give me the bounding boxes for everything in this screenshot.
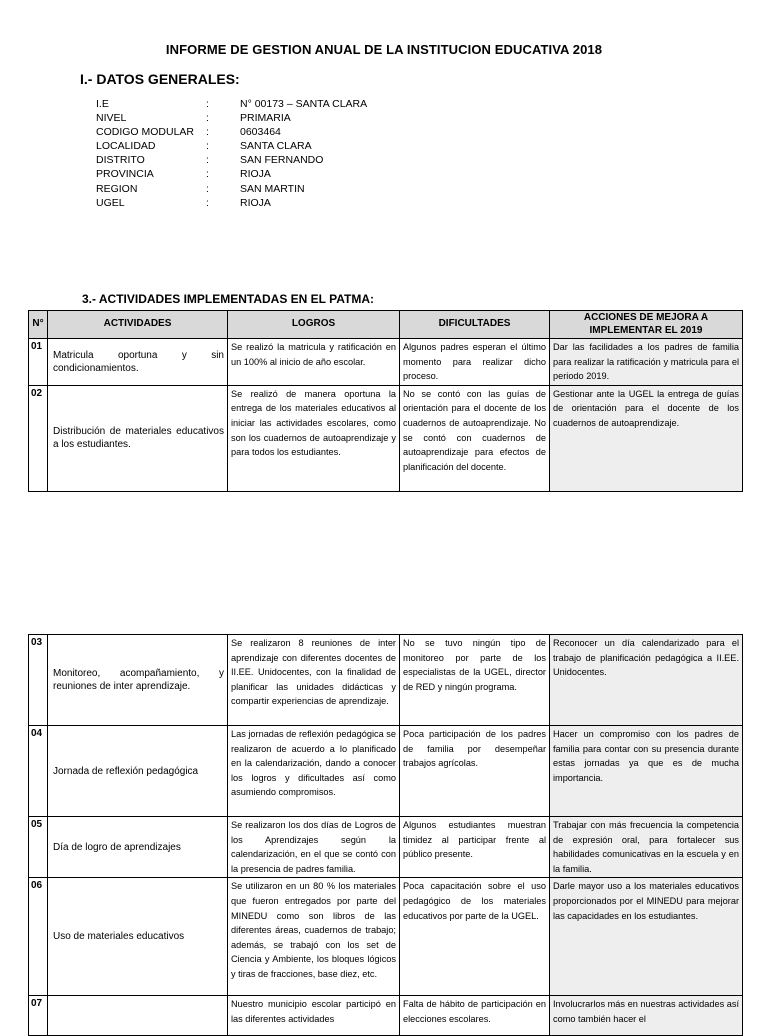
header-activities: ACTIVIDADES xyxy=(48,311,228,339)
table-row xyxy=(29,878,743,996)
general-label: DISTRITO xyxy=(96,154,145,167)
row-achievements: Las jornadas de reflexión pedagógica se realizaron de acuerdo a lo planificado en la calendarización, dando a conocer los logros y dificultades así como asumiendo compromisos. xyxy=(228,726,400,817)
general-separator: : xyxy=(206,98,209,110)
section-activities-heading: 3.- ACTIVIDADES IMPLEMENTADAS EN EL PATMA: xyxy=(82,292,375,306)
general-value: RIOJA xyxy=(240,168,271,181)
row-improvement-actions: Reconocer un día calendarizado para el trabajo de planificación pedagógica a II.EE. Unidocentes. xyxy=(550,635,743,726)
general-separator: : xyxy=(206,140,209,153)
row-activity: Jornada de reflexión pedagógica xyxy=(48,726,228,817)
table-row xyxy=(29,817,743,878)
row-activity xyxy=(48,996,228,1036)
row-achievements: Nuestro municipio escolar participó en las diferentes actividades xyxy=(228,996,400,1036)
general-value: PRIMARIA xyxy=(240,112,291,125)
row-number: 04 xyxy=(29,726,48,817)
general-label: REGION xyxy=(96,182,138,195)
section-general-heading: I.- DATOS GENERALES: xyxy=(80,71,240,87)
row-difficulties: Poca participación de los padres de familia por desempeñar trabajos agrícolas. xyxy=(400,726,550,817)
general-label: I.E xyxy=(96,98,109,110)
row-improvement-actions: Gestionar ante la UGEL la entrega de guías de orientación para el docente de los cuadernos de autoaprendizaje. xyxy=(550,385,743,491)
general-separator: : xyxy=(206,112,209,125)
row-achievements: Se realizó la matricula y ratificación en un 100% al inicio de año escolar. xyxy=(228,339,400,386)
row-improvement-actions: Dar las facilidades a los padres de familia para realizar la ratificación y matricula para el periodo 2019. xyxy=(550,339,743,386)
row-difficulties: Falta de hábito de participación en elecciones escolares. xyxy=(400,996,550,1036)
general-value: SAN MARTIN xyxy=(240,182,305,195)
row-number: 07 xyxy=(29,996,48,1036)
row-activity: Monitoreo, acompañamiento, y reuniones de inter aprendizaje. xyxy=(48,635,228,726)
row-number: 06 xyxy=(29,878,48,996)
row-improvement-actions: Involucrarlos más en nuestras actividades así como también hacer el xyxy=(550,996,743,1036)
header-number: N° xyxy=(29,311,48,339)
row-achievements: Se realizaron los dos días de Logros de los Aprendizajes según la calendarización, en el que se contó con la presencia de padres familia. xyxy=(228,817,400,878)
general-separator: : xyxy=(206,126,209,139)
row-difficulties: Algunos padres esperan el último momento para realizar dicho proceso. xyxy=(400,339,550,386)
table-row xyxy=(29,726,743,817)
general-value: SAN FERNANDO xyxy=(240,154,324,167)
table-row xyxy=(29,996,743,1036)
general-label: UGEL xyxy=(96,196,125,209)
row-number: 03 xyxy=(29,635,48,726)
row-difficulties: Algunos estudiantes muestran timidez al participar frente al público presente. xyxy=(400,817,550,878)
general-value: 0603464 xyxy=(240,126,281,139)
document-title: INFORME DE GESTION ANUAL DE LA INSTITUCION EDUCATIVA 2018 xyxy=(165,42,603,57)
general-separator: : xyxy=(206,168,209,181)
row-number: 05 xyxy=(29,817,48,878)
row-improvement-actions: Darle mayor uso a los materiales educativos proporcionados por el MINEDU para mejorar las capacidades en los estudiantes. xyxy=(550,878,743,996)
general-label: PROVINCIA xyxy=(96,168,154,181)
general-label: NIVEL xyxy=(96,112,127,125)
general-separator: : xyxy=(206,182,209,195)
table-header-row xyxy=(29,311,743,339)
table-row xyxy=(29,385,743,491)
header-difficulties: DIFICULTADES xyxy=(400,311,550,339)
row-activity: Día de logro de aprendizajes xyxy=(48,817,228,878)
general-value: N° 00173 – SANTA CLARA xyxy=(240,98,368,110)
general-label: LOCALIDAD xyxy=(96,140,156,153)
row-difficulties: Poca capacitación sobre el uso pedagógico de los materiales educativos por parte de la UGEL. xyxy=(400,878,550,996)
activities-table xyxy=(28,310,743,492)
general-separator: : xyxy=(206,196,209,209)
activities-table-continued xyxy=(28,634,743,1036)
row-improvement-actions: Hacer un compromiso con los padres de familia para contar con su presencia durante estas jornadas ya que es de mucha importancia. xyxy=(550,726,743,817)
general-label: CODIGO MODULAR xyxy=(96,126,195,139)
row-improvement-actions: Trabajar con más frecuencia la competencia de expresión oral, para fortalecer sus habilidades comunicativas en la escuela y en la familia. xyxy=(550,817,743,878)
general-separator: : xyxy=(206,154,209,167)
table-row xyxy=(29,635,743,726)
row-achievements: Se utilizaron en un 80 % los materiales que fueron entregados por parte del MINEDU como son libros de las diferentes áreas, cuadernos de trabajo; además, se trabajó con los set de Ciencia y Ambiente, los bloques lógicos y tiras de fracciones, base diez, etc. xyxy=(228,878,400,996)
row-difficulties: No se contó con las guías de orientación para el docente de los cuadernos de autoaprendizaje. No se contó con cuadernos de autoaprendizaje para efectos de planificación del docente. xyxy=(400,385,550,491)
row-achievements: Se realizaron 8 reuniones de inter aprendizaje con diferentes docentes de II.EE. Unidocentes, con la finalidad de planificar las unidades didácticas y compartir experiencias de aprendizaje. xyxy=(228,635,400,726)
row-activity: Distribución de materiales educativos a los estudiantes. xyxy=(48,385,228,491)
row-difficulties: No se tuvo ningún tipo de monitoreo por parte de los especialistas de la UGEL, director de RED y ningún programa. xyxy=(400,635,550,726)
header-improvement-actions: ACCIONES DE MEJORA A IMPLEMENTAR EL 2019 xyxy=(550,311,743,339)
table-row xyxy=(29,339,743,386)
row-activity: Uso de materiales educativos xyxy=(48,878,228,996)
row-achievements: Se realizó de manera oportuna la entrega de los materiales educativos al iniciar las actividades escolares, como son los cuadernos de autoaprendizaje y para todos los estudiantes. xyxy=(228,385,400,491)
row-activity: Matricula oportuna y sin condicionamientos. xyxy=(48,339,228,386)
general-value: SANTA CLARA xyxy=(240,140,312,153)
row-number: 02 xyxy=(29,385,48,491)
row-number: 01 xyxy=(29,339,48,386)
general-value: RIOJA xyxy=(240,196,271,209)
header-achievements: LOGROS xyxy=(228,311,400,339)
